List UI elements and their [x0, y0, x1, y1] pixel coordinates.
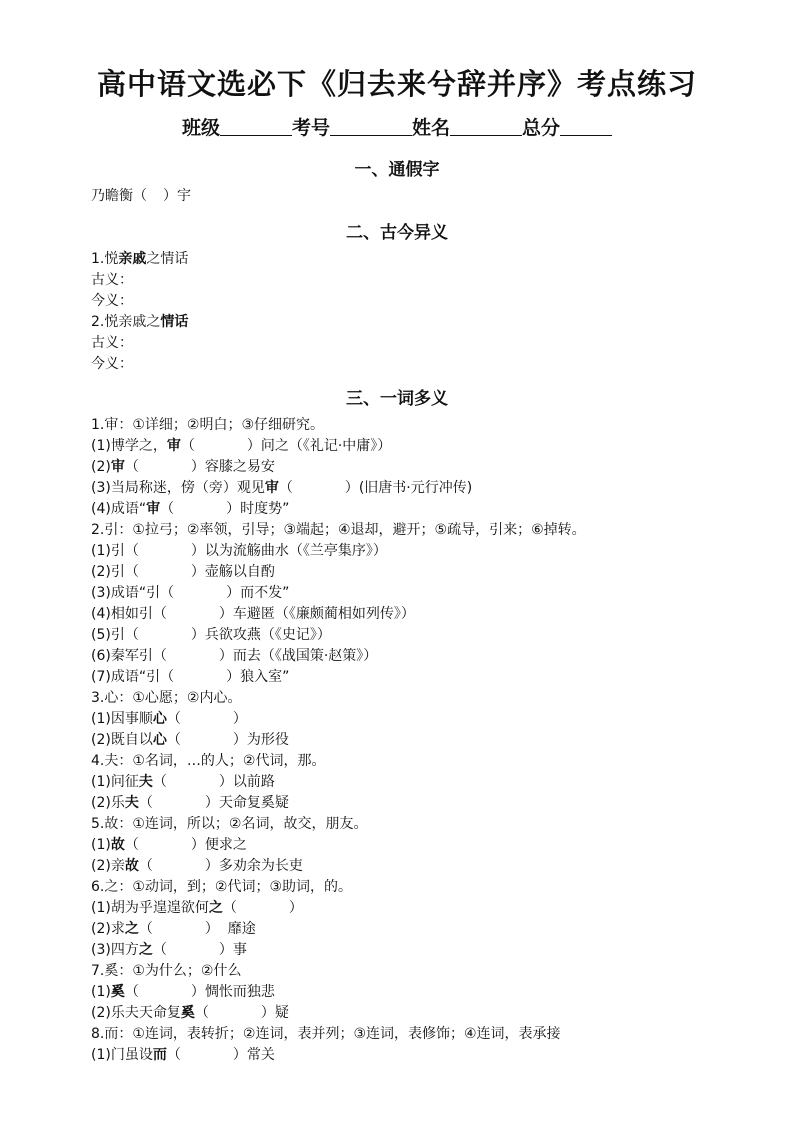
- word-head-xin: 3.心：①心愿；②内心。: [91, 690, 242, 706]
- gujin-jin-2: 今义：: [91, 356, 133, 372]
- gujin-gu-2: 古义：: [91, 335, 133, 351]
- list-item: (7)成语“引（ ）狼入室”: [91, 669, 290, 685]
- section-heading-tongjiazi: 一、通假字: [354, 160, 440, 180]
- gujin-item-1: 1.悦亲戚之情话: [91, 251, 189, 267]
- score-blank[interactable]: [560, 117, 612, 136]
- list-item: (3)四方之（ ）事: [91, 942, 247, 958]
- exam-no-blank[interactable]: [330, 117, 412, 136]
- list-item: (2)既自以心（ ）为形役: [91, 732, 289, 748]
- list-item: (2)求之（ ） 靡途: [91, 921, 256, 937]
- list-item: (1)引（ ）以为流觞曲水（《兰亭集序》）: [91, 543, 387, 559]
- list-item: (1)胡为乎遑遑欲何之（ ）: [91, 900, 303, 916]
- name-blank[interactable]: [450, 117, 522, 136]
- list-item: (1)门虽设而（ ）常关: [91, 1047, 275, 1063]
- list-item: (2)审（ ）容膝之易安: [91, 459, 275, 475]
- list-item: (4)相如引（ ）车避匿（《廉颇蔺相如列传》）: [91, 606, 415, 622]
- word-head-xi: 7.奚：①为什么；②什么: [91, 963, 242, 979]
- word-head-gu: 5.故：①连词，所以；②名词，故交，朋友。: [91, 816, 368, 832]
- section-heading-gujin: 二、古今异义: [346, 223, 448, 243]
- word-head-zhi: 6.之：①动词，到；②代词；③助词，的。: [91, 879, 353, 895]
- list-item: (2)亲故（ ）多劝余为长吏: [91, 858, 303, 874]
- student-info-row: [0, 113, 794, 140]
- score-label: 总分: [522, 117, 561, 139]
- word-head-fu: 4.夫：①名词，…的人；②代词，那。: [91, 753, 326, 769]
- list-item: (4)成语“审（ ）时度势”: [91, 501, 290, 517]
- list-item: (5)引（ ）兵欲攻燕（《史记》）: [91, 627, 331, 643]
- list-item: (1)问征夫（ ）以前路: [91, 774, 275, 790]
- class-blank[interactable]: [220, 117, 292, 136]
- list-item: (3)当局称迷，傍（旁）观见审（ ）(旧唐书·元行冲传): [91, 480, 473, 496]
- gujin-item-2: 2.悦亲戚之情话: [91, 314, 189, 330]
- list-item: (2)乐夫天命复奚（ ）疑: [91, 1005, 289, 1021]
- tongjia-item: 乃瞻衡（ ）宇: [91, 188, 191, 204]
- section-heading-yicidouyi: 三、一词多义: [346, 389, 448, 409]
- gujin-gu-1: 古义：: [91, 272, 133, 288]
- exam-no-label: 考号: [291, 117, 330, 139]
- list-item: (1)博学之，审（ ）问之（《礼记·中庸》）: [91, 438, 392, 454]
- list-item: (6)秦军引（ ）而去（《战国策·赵策》）: [91, 648, 378, 664]
- list-item: (2)引（ ）壶觞以自酌: [91, 564, 275, 580]
- word-head-shen: 1.审：①详细；②明白；③仔细研究。: [91, 417, 325, 433]
- list-item: (2)乐夫（ ）天命复奚疑: [91, 795, 289, 811]
- list-item: (1)因事顺心（ ）: [91, 711, 247, 727]
- word-head-er: 8.而：①连词，表转折；②连词，表并列；③连词，表修饰；④连词，表承接: [91, 1026, 561, 1042]
- list-item: (1)奚（ ）惆怅而独悲: [91, 984, 275, 1000]
- page-title: 高中语文选必下《归去来兮辞并序》考点练习: [96, 67, 697, 101]
- list-item: (1)故（ ）便求之: [91, 837, 247, 853]
- list-item: (3)成语“引（ ）而不发”: [91, 585, 290, 601]
- name-label: 姓名: [412, 117, 451, 139]
- word-head-yin: 2.引：①拉弓；②率领，引导；③端起；④退却，避开；⑤疏导，引来；⑥掉转。: [91, 522, 586, 538]
- class-label: 班级: [181, 117, 220, 139]
- gujin-jin-1: 今义：: [91, 293, 133, 309]
